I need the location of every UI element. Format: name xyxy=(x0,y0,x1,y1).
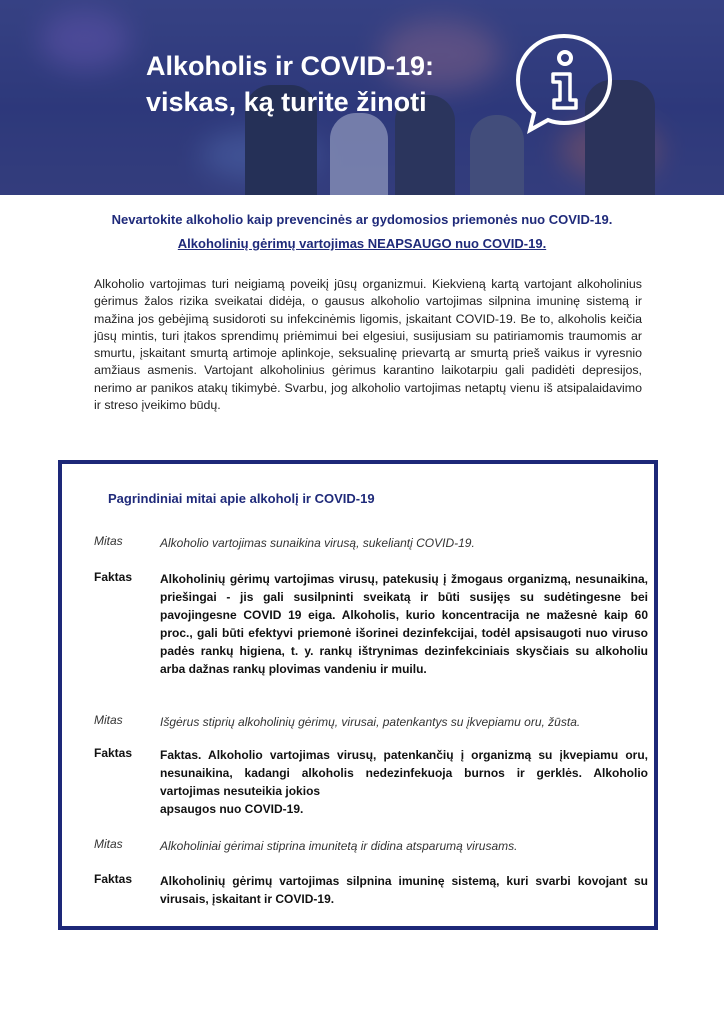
myth-label: Mitas xyxy=(94,837,123,851)
fact-label: Faktas xyxy=(94,570,133,584)
myth-label: Mitas xyxy=(94,713,123,727)
lead-notice: Alkoholinių gėrimų vartojimas NEAPSAUGO nuo COVID-19. xyxy=(177,236,547,251)
myth-text: Išgėrus stiprių alkoholinių gėrimų, virusai, patenkantys su įkvepiamu oru, žūsta. xyxy=(160,715,581,729)
fact-text-part: Faktas. Alkoholio vartojimas virusų, patenkančių į organizmą su įkvepiamu oru, nesunaikina, kadangi alkoholis nedezinfekuoja burnos ir gerklės. Alkoholio vartojimas nesuteikia jokios xyxy=(160,748,648,798)
myth-text: Alkoholiniai gėrimai stiprina imunitetą ir didina atsparumą virusams. xyxy=(160,839,518,853)
box-title: Pagrindiniai mitai apie alkoholį ir COVID-19 xyxy=(108,491,375,506)
intro-paragraph: Alkoholio vartojimas turi neigiamą poveikį jūsų organizmui. Kiekvieną kartą vartojant alkoholinius gėrimus žalos rizika sveikatai didėja, o gausus alkoholio vartojimas silpnina imuninę sistemą ir mažina jos gebėjimą susidoroti su infekcinėmis ligomis, įskaitant COVID-19. Be to, alkoholis keičia jūsų mintis, turi įtakos sprendimų priėmimui bei elgesiui, susijusiam su patiriamomis traumomis ar smurtu, įskaitant smurtą artimoje aplinkoje, seksualinę prievartą ar smurtą prieš vaikus ir vyresnio amžiaus asmenis. Vartojant alkoholinius gėrimus karantino laikotarpiu gali padidėti depresijos, nerimo ar panikos atakų tikimybė. Svarbu, jog alkoholio vartojimas netaptų vienu iš atsipalaidavimo ir streso įveikimo būdų. xyxy=(94,277,642,413)
fact-text: Alkoholinių gėrimų vartojimas virusų, patekusių į žmogaus organizmą, nesunaikina, priešingai - jis gali susilpninti sveikatą ir būti susijęs su sudėtingesne bei pavojingesne COVID 19 eiga. Alkoholis, kurio koncentracija ne mažesnė kaip 60 proc., gali būti efektyvi priemonė išorinei dezinfekcijai, todėl apsisaugoti nuo viruso padės rankų higiena, t. y. rankų ištrynimas dezinfekciniais skysčiais su alkoholiu arba dažnas rankų plovimas vandeniu ir muilu. xyxy=(160,572,648,676)
lead-warning: Nevartokite alkoholio kaip prevencinės ar gydomosios priemonės nuo COVID-19. xyxy=(111,212,613,227)
fact-text: Alkoholinių gėrimų vartojimas silpnina imuninę sistemą, kuri svarbi kovojant su virusais, įskaitant ir COVID-19. xyxy=(160,874,648,906)
header-banner xyxy=(0,0,724,195)
fact-text-part: apsaugos nuo COVID-19. xyxy=(160,802,304,816)
title-line-1: Alkoholis ir COVID-19: xyxy=(146,51,435,81)
myths-box xyxy=(58,460,658,930)
fact-text xyxy=(160,746,648,818)
myth-label: Mitas xyxy=(94,534,123,548)
myth-text: Alkoholio vartojimas sunaikina virusą, sukeliantį COVID-19. xyxy=(160,536,475,550)
title-line-2: viskas, ką turite žinoti xyxy=(146,87,427,117)
info-speech-bubble-icon xyxy=(512,30,616,134)
fact-label: Faktas xyxy=(94,746,133,760)
page-title xyxy=(146,48,486,120)
fact-label: Faktas xyxy=(94,872,133,886)
